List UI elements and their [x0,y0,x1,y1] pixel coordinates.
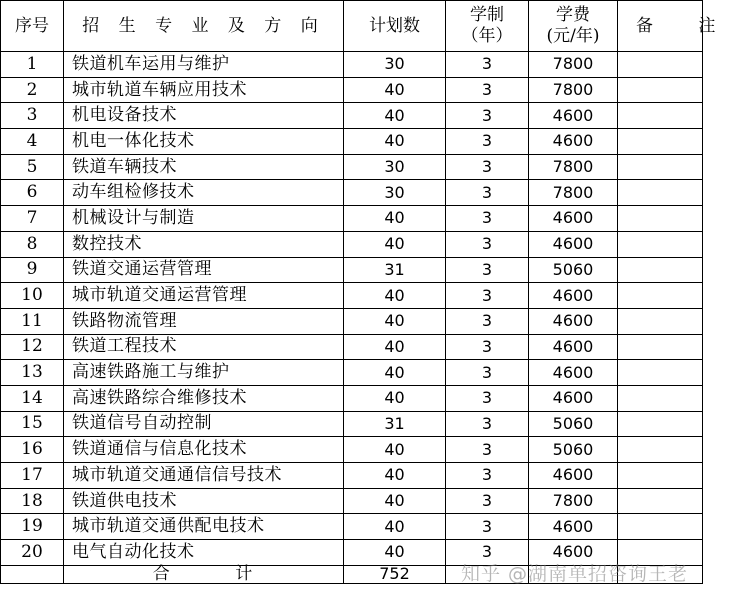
table-row [1,437,703,463]
row-serial-number: 10 [1,283,64,309]
row-serial-number: 19 [1,514,64,540]
row-remarks [618,129,703,155]
row-plan-count: 31 [344,257,446,283]
row-tuition: 7800 [529,154,618,180]
row-tuition: 4600 [529,283,618,309]
row-tuition: 4600 [529,206,618,232]
header-tuition-unit: (元/年) [546,26,600,46]
row-major-name: 铁道供电技术 [64,488,344,514]
row-plan-count: 40 [344,385,446,411]
row-duration: 3 [446,308,529,334]
row-major-name: 铁道车辆技术 [64,154,344,180]
row-duration: 3 [446,488,529,514]
total-plan-count: 752 [344,565,446,583]
row-remarks [618,437,703,463]
header-major-direction: 招 生 专 业 及 方 向 [64,1,344,52]
row-duration: 3 [446,334,529,360]
row-remarks [618,52,703,78]
total-label: 合 计 [64,565,344,583]
row-remarks [618,488,703,514]
row-major-name: 动车组检修技术 [64,180,344,206]
row-duration: 3 [446,154,529,180]
row-major-name: 城市轨道车辆应用技术 [64,77,344,103]
table-row [1,385,703,411]
row-remarks [618,103,703,129]
header-duration-unit: （年） [461,26,513,46]
row-duration: 3 [446,77,529,103]
row-plan-count: 40 [344,103,446,129]
row-major-name: 铁路物流管理 [64,308,344,334]
row-tuition: 7800 [529,52,618,78]
row-serial-number: 14 [1,385,64,411]
header-serial-number: 序号 [1,1,64,52]
row-plan-count: 40 [344,77,446,103]
row-major-name: 城市轨道交通运营管理 [64,283,344,309]
table-row [1,334,703,360]
row-tuition: 4600 [529,129,618,155]
row-plan-count: 40 [344,437,446,463]
row-serial-number: 20 [1,540,64,566]
table-row [1,257,703,283]
row-tuition: 7800 [529,180,618,206]
table-body [1,52,703,566]
row-remarks [618,514,703,540]
header-duration [446,1,529,52]
row-serial-number: 3 [1,103,64,129]
row-plan-count: 30 [344,180,446,206]
row-plan-count: 40 [344,308,446,334]
row-tuition: 7800 [529,77,618,103]
row-plan-count: 40 [344,231,446,257]
row-serial-number: 7 [1,206,64,232]
row-plan-count: 40 [344,334,446,360]
row-plan-count: 31 [344,411,446,437]
row-tuition: 4600 [529,540,618,566]
row-duration: 3 [446,231,529,257]
row-major-name: 铁道工程技术 [64,334,344,360]
table-row [1,180,703,206]
header-tuition-label: 学费 [556,4,590,25]
row-major-name: 数控技术 [64,231,344,257]
row-serial-number: 1 [1,52,64,78]
table-row [1,231,703,257]
row-duration: 3 [446,257,529,283]
row-plan-count: 30 [344,52,446,78]
table-row [1,411,703,437]
row-serial-number: 8 [1,231,64,257]
row-plan-count: 40 [344,463,446,489]
row-serial-number: 13 [1,360,64,386]
row-tuition: 5060 [529,437,618,463]
row-duration: 3 [446,360,529,386]
row-tuition: 4600 [529,231,618,257]
table-header [1,1,735,52]
row-plan-count: 40 [344,488,446,514]
table-row [1,52,703,78]
row-plan-count: 40 [344,283,446,309]
row-remarks [618,360,703,386]
table-row [1,463,703,489]
table-row [1,514,703,540]
row-major-name: 铁道交通运营管理 [64,257,344,283]
row-serial-number: 15 [1,411,64,437]
table-row [1,360,703,386]
header-plan-count: 计划数 [344,1,446,52]
row-tuition: 4600 [529,514,618,540]
row-plan-count: 40 [344,360,446,386]
row-duration: 3 [446,411,529,437]
row-remarks [618,463,703,489]
row-tuition: 4600 [529,385,618,411]
row-plan-count: 40 [344,206,446,232]
total-empty-cell [1,565,64,583]
row-serial-number: 5 [1,154,64,180]
row-serial-number: 11 [1,308,64,334]
row-remarks [618,206,703,232]
row-major-name: 机械设计与制造 [64,206,344,232]
row-major-name: 城市轨道交通供配电技术 [64,514,344,540]
row-duration: 3 [446,514,529,540]
row-tuition: 4600 [529,360,618,386]
row-remarks [618,77,703,103]
header-tuition [529,1,618,52]
row-plan-count: 30 [344,154,446,180]
row-remarks [618,180,703,206]
row-serial-number: 9 [1,257,64,283]
header-duration-label: 学制 [470,4,504,25]
row-major-name: 高速铁路综合维修技术 [64,385,344,411]
row-major-name: 铁道通信与信息化技术 [64,437,344,463]
row-plan-count: 40 [344,540,446,566]
row-tuition: 5060 [529,411,618,437]
row-tuition: 4600 [529,308,618,334]
row-plan-count: 40 [344,514,446,540]
row-remarks [618,257,703,283]
row-duration: 3 [446,180,529,206]
row-major-name: 机电一体化技术 [64,129,344,155]
row-major-name: 机电设备技术 [64,103,344,129]
row-serial-number: 4 [1,129,64,155]
row-serial-number: 6 [1,180,64,206]
row-serial-number: 18 [1,488,64,514]
row-duration: 3 [446,129,529,155]
table-row [1,103,703,129]
row-duration: 3 [446,463,529,489]
header-remarks: 备 注 [618,1,703,52]
row-major-name: 城市轨道交通通信信号技术 [64,463,344,489]
row-remarks [618,154,703,180]
row-major-name: 电气自动化技术 [64,540,344,566]
row-serial-number: 16 [1,437,64,463]
table-row [1,154,703,180]
table-row [1,308,703,334]
table-row [1,77,703,103]
table-row [1,283,703,309]
row-tuition: 4600 [529,334,618,360]
row-serial-number: 12 [1,334,64,360]
row-tuition: 5060 [529,257,618,283]
row-remarks [618,385,703,411]
table-row [1,206,703,232]
row-duration: 3 [446,206,529,232]
row-plan-count: 40 [344,129,446,155]
zhihu-watermark: 知乎 @湖南单招咨询王老 [460,563,688,585]
row-major-name: 铁道机车运用与维护 [64,52,344,78]
row-serial-number: 2 [1,77,64,103]
row-remarks [618,231,703,257]
row-duration: 3 [446,103,529,129]
row-major-name: 铁道信号自动控制 [64,411,344,437]
row-remarks [618,411,703,437]
row-serial-number: 17 [1,463,64,489]
table-row [1,488,703,514]
row-duration: 3 [446,283,529,309]
row-tuition: 4600 [529,103,618,129]
row-duration: 3 [446,437,529,463]
row-duration: 3 [446,385,529,411]
row-tuition: 7800 [529,488,618,514]
row-major-name: 高速铁路施工与维护 [64,360,344,386]
row-duration: 3 [446,540,529,566]
row-remarks [618,283,703,309]
row-duration: 3 [446,52,529,78]
row-remarks [618,334,703,360]
row-tuition: 4600 [529,463,618,489]
table-row [1,129,703,155]
row-remarks [618,308,703,334]
